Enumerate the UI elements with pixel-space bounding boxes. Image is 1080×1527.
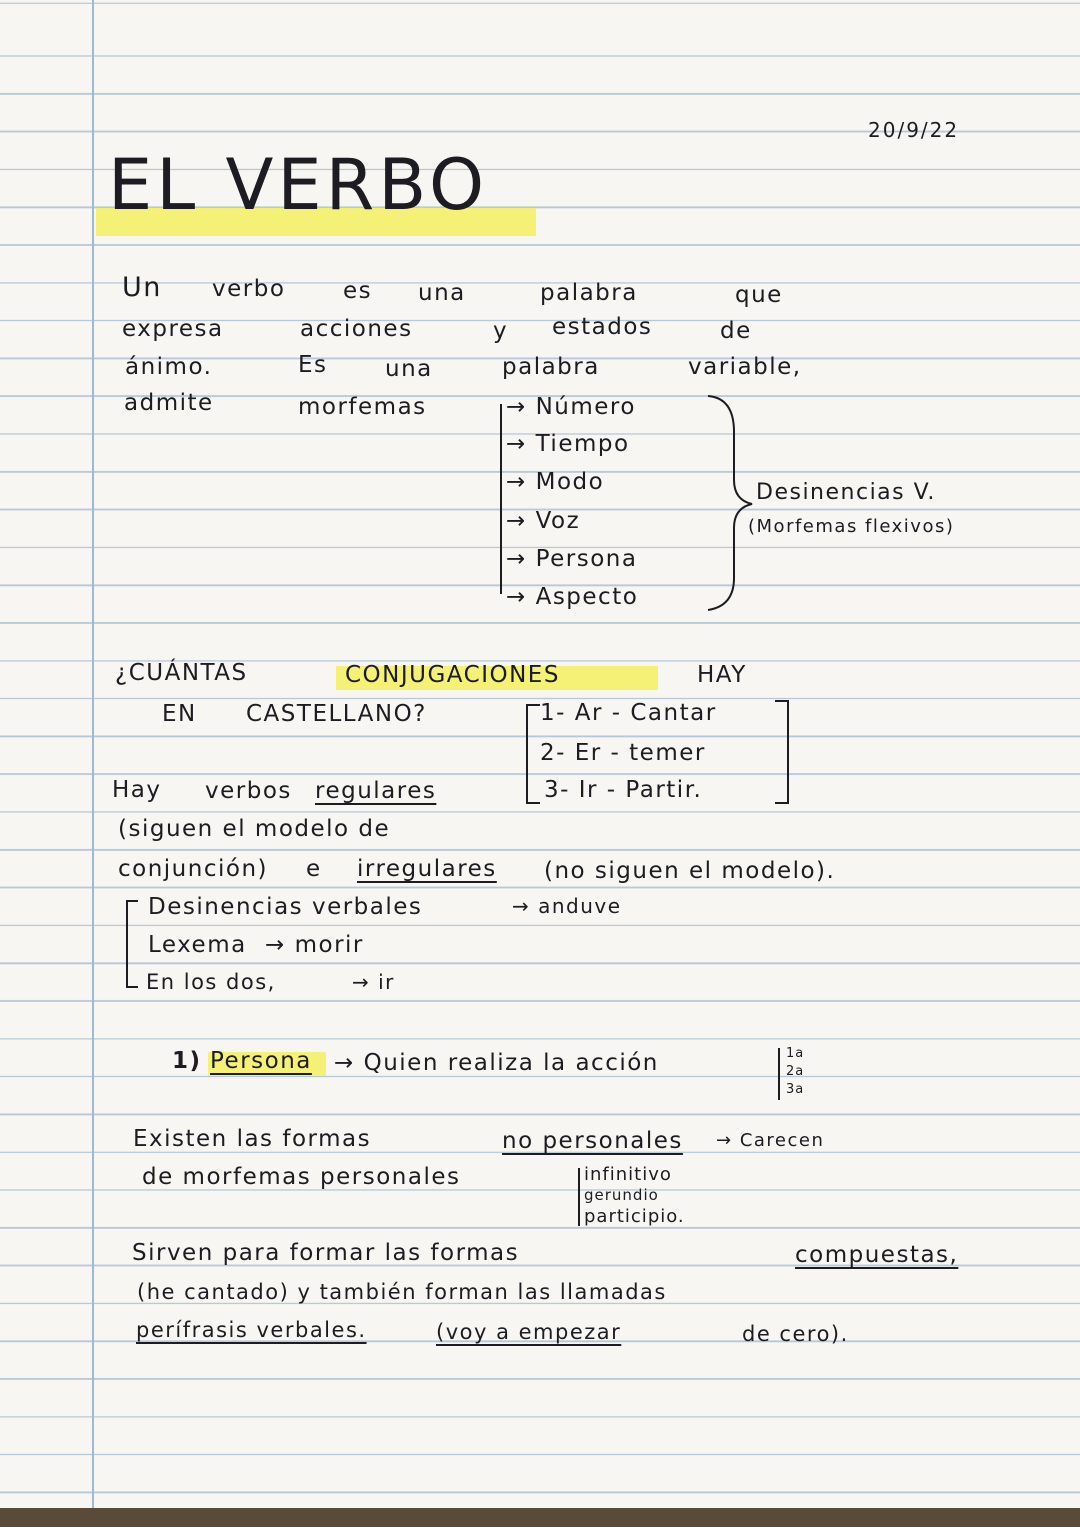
margin-line: [92, 0, 94, 1527]
list-item: → Aspecto: [506, 584, 638, 610]
divider: [578, 1168, 580, 1226]
word: de cero).: [742, 1322, 849, 1346]
word: acciones: [300, 316, 413, 342]
list-item: participio.: [584, 1206, 685, 1227]
list-item-example: → morir: [265, 932, 364, 958]
list-item: infinitivo: [584, 1164, 672, 1185]
word-underlined: irregulares: [357, 856, 497, 882]
line: Sirven para formar las formas: [132, 1240, 520, 1266]
word: conjunción): [118, 856, 268, 882]
list-bracket: [500, 404, 502, 594]
word: verbos: [205, 778, 292, 804]
word: admite: [124, 390, 214, 416]
word: es: [343, 278, 373, 304]
list-item: gerundio: [584, 1186, 659, 1204]
date: 20/9/22: [868, 118, 960, 142]
desinencias-sub: (Morfemas flexivos): [748, 516, 955, 537]
word: CASTELLANO?: [246, 701, 427, 727]
word: de: [720, 318, 752, 344]
list-item-label: Desinencias verbales: [148, 894, 423, 920]
section-definition: → Quien realiza la acción: [334, 1050, 659, 1076]
arrow-target: → Carecen: [716, 1130, 824, 1151]
list-item: → Voz: [506, 508, 580, 534]
word: (no siguen el modelo).: [544, 858, 836, 884]
page-title: EL VERBO: [108, 144, 489, 226]
list-item: 2- Er - temer: [540, 740, 706, 766]
list-item: 3- Ir - Partir.: [544, 777, 703, 803]
word: ¿CUÁNTAS: [115, 660, 248, 686]
word: estados: [552, 314, 653, 340]
line: (siguen el modelo de: [118, 816, 391, 842]
word: ánimo.: [125, 354, 213, 380]
word: Un: [122, 272, 162, 303]
word-underlined: compuestas,: [795, 1242, 959, 1268]
page-edge: [0, 1508, 1080, 1527]
word: una: [418, 280, 466, 306]
word: que: [735, 282, 783, 308]
word: HAY: [697, 662, 747, 688]
word: morfemas: [298, 394, 427, 420]
word: Es: [298, 352, 328, 378]
line: de morfemas personales: [142, 1164, 461, 1190]
list-item: → Modo: [506, 469, 604, 495]
list-item-label: En los dos,: [146, 970, 276, 994]
word: verbo: [212, 276, 286, 302]
word-underlined: perífrasis verbales.: [136, 1318, 367, 1342]
word: palabra: [540, 280, 638, 306]
word: e: [306, 856, 322, 882]
word-underlined: regulares: [315, 778, 437, 804]
list-item: → Número: [506, 394, 636, 420]
desinencias-label: Desinencias V.: [756, 480, 936, 505]
list-item: 1- Ar - Cantar: [540, 700, 717, 726]
word-underlined: no personales: [502, 1128, 683, 1154]
list-item: 1a: [786, 1046, 805, 1061]
right-square-bracket: [775, 700, 789, 804]
line: Existen las formas: [133, 1126, 372, 1152]
word: EN: [162, 701, 197, 727]
list-item: → Persona: [506, 546, 637, 572]
section-number: 1): [172, 1048, 202, 1074]
list-bracket: [126, 900, 138, 988]
list-item-example: → anduve: [512, 894, 622, 918]
word: Hay: [112, 777, 162, 803]
word: expresa: [122, 316, 224, 342]
word: una: [385, 356, 433, 382]
list-item: 2a: [786, 1064, 805, 1079]
list-item: 3a: [786, 1082, 805, 1097]
word: CONJUGACIONES: [345, 662, 560, 688]
list-item-label: Lexema: [148, 932, 247, 958]
section-term: Persona: [210, 1048, 312, 1074]
word: palabra: [502, 354, 600, 380]
curly-brace-icon: [700, 392, 760, 614]
divider: [778, 1048, 780, 1100]
example-underlined: (voy a empezar: [436, 1320, 622, 1344]
left-square-bracket: [526, 704, 540, 804]
line: (he cantado) y también forman las llamadas: [137, 1280, 667, 1304]
word: y: [493, 318, 509, 344]
list-item-example: → ir: [352, 970, 395, 994]
word: variable,: [688, 354, 802, 380]
list-item: → Tiempo: [506, 431, 630, 457]
